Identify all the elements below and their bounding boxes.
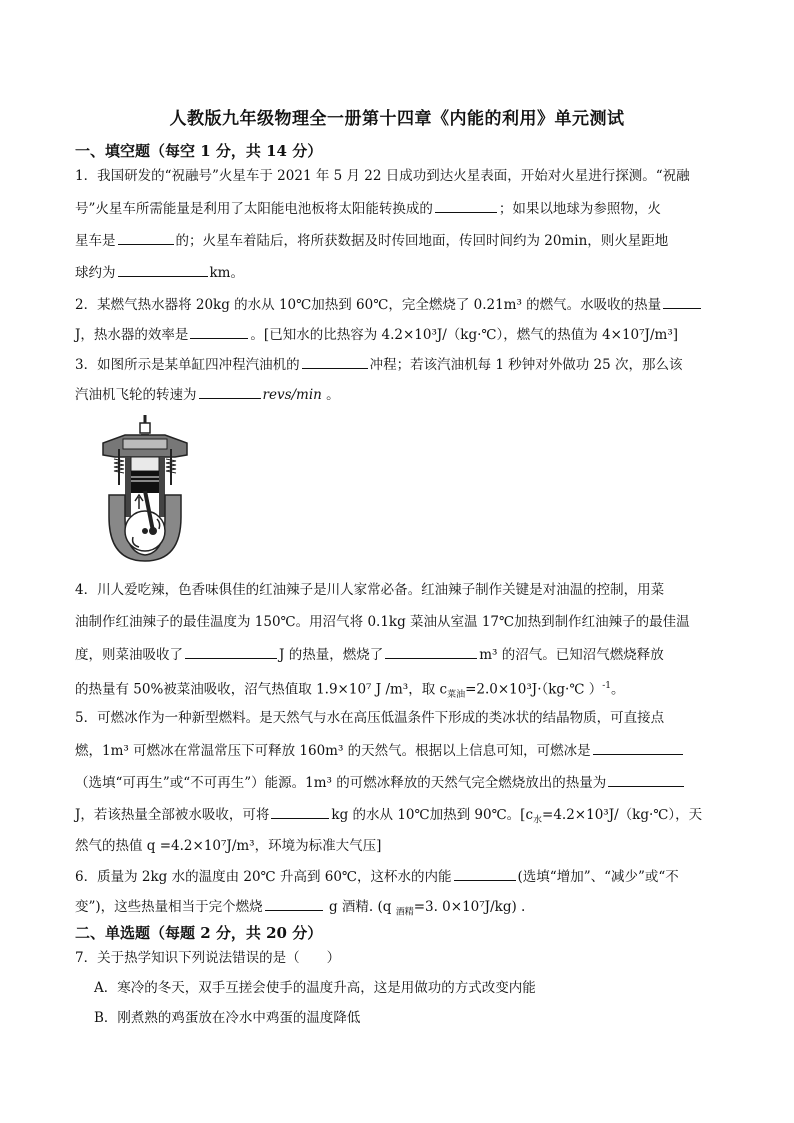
q7-option-a[interactable]: A．寒冷的冬天，双手互搓会使手的温度升高，这是用做功的方式改变内能 <box>94 980 536 996</box>
q4-text-3b: J 的热量，燃烧了 <box>279 647 384 663</box>
q6-blank-2[interactable] <box>265 896 323 911</box>
q4-blank-2[interactable] <box>385 644 477 659</box>
q4-text-3a: 度，则菜油吸收了 <box>75 647 183 663</box>
q1-blank-1[interactable] <box>435 198 497 213</box>
q1-line-1: 1．我国研发的“祝融号”火星车于 2021 年 5 月 22 日成功到达火星表面，开始对火星进行探测。“祝融 <box>75 168 690 184</box>
q4-text-4a: 的热量有 50%被菜油吸收，沼气热值取 1.9×10⁷ J /m³，取 c <box>75 681 448 698</box>
q6-blank-1[interactable] <box>454 866 516 881</box>
q4-line-3 <box>75 644 719 665</box>
q3-text-1b: 冲程；若该汽油机每 1 秒钟对外做功 25 次，那么该 <box>369 357 683 373</box>
q5-line-2 <box>75 740 719 761</box>
q5-text-4c: =4.2×10³J/（kg·℃），天 <box>542 807 703 823</box>
q3-blank-2[interactable] <box>199 384 261 399</box>
q6-sub: 酒精 <box>395 907 414 918</box>
q3-blank-1[interactable] <box>302 354 368 369</box>
q4-sub: 菜油 <box>447 690 466 701</box>
q1-text-3b: 的；火星车着陆后，将所获数据及时传回地面，传回时间约为 20min，则火星距地 <box>175 233 669 249</box>
q2-text-1a: 2．某燃气热水器将 20kg 的水从 10℃加热到 60℃，完全燃烧了 0.21m³ 的燃气。水吸收的热量 <box>75 297 662 313</box>
q6-text-2c: =3. 0×10⁷J/kg) . <box>413 899 526 915</box>
q1-text-3a: 星车是 <box>75 233 116 249</box>
q1-text-4a: 球约为 <box>75 265 116 281</box>
q5-line-1: 5．可燃冰作为一种新型燃料。是天然气与水在高压低温条件下形成的类冰状的结晶物质，可直接点 <box>75 710 665 726</box>
four-stroke-engine-figure <box>95 413 195 563</box>
q3-line-1 <box>75 354 719 375</box>
q4-text-3c: m³ 的沼气。已知沼气燃烧释放 <box>479 647 664 663</box>
q1-text-2a: 号”火星车所需能量是利用了太阳能电池板将太阳能转换成的 <box>75 201 433 217</box>
q6-text-1b: (选填“增加”、“减少”或“不 <box>517 869 679 885</box>
q2-blank-2[interactable] <box>190 324 248 339</box>
q6-line-1 <box>75 866 719 887</box>
q1-line-4 <box>75 262 719 283</box>
q1-text-2b: ；如果以地球为参照物，火 <box>498 201 661 217</box>
q5-text-4b: kg 的水从 10℃加热到 90℃。[c <box>331 807 534 823</box>
q5-text-3a: （选填“可再生”或“不可再生”）能源。1m³ 的可燃冰释放的天然气完全燃烧放出的热量为 <box>75 775 607 791</box>
q6-text-2a: 变”)，这些热量相当于完个燃烧 <box>75 899 263 915</box>
q5-line-3 <box>75 772 719 793</box>
q3-unit: revs/min <box>262 387 322 403</box>
q6-text-2b: g 酒精. (q <box>324 899 396 915</box>
q3-text-2c: 。 <box>321 387 340 403</box>
q6-line-2 <box>75 896 719 923</box>
q5-line-4 <box>75 804 719 831</box>
q3-line-2 <box>75 384 719 405</box>
q6-text-1a: 6．质量为 2kg 水的温度由 20℃ 升高到 60℃，这杯水的内能 <box>75 869 452 885</box>
q3-text-1a: 3．如图所示是某单缸四冲程汽油机的 <box>75 357 300 373</box>
q2-text-2b: 。[已知水的比热容为 4.2×10³J/（kg·℃），燃气的热值为 4×10⁷J/m³] <box>250 327 678 343</box>
q5-sub: 水 <box>533 815 543 826</box>
q2-line-1 <box>75 294 719 315</box>
q4-text-4b: =2.0×10³J·（kg·℃ ） <box>465 681 603 698</box>
q5-blank-1[interactable] <box>593 740 683 755</box>
q4-line-2: 油制作红油辣子的最佳温度为 150℃。用沼气将 0.1kg 菜油从室温 17℃加热到制作红油辣子的最佳温 <box>75 614 690 630</box>
q5-blank-2[interactable] <box>608 772 684 787</box>
q4-line-1: 4．川人爱吃辣，色香味俱佳的红油辣子是川人家常必备。红油辣子制作关键是对油温的控制，用菜 <box>75 582 665 598</box>
q7-stem: 7．关于热学知识下列说法错误的是（ ） <box>75 950 341 966</box>
q4-line-4 <box>75 676 719 705</box>
q1-blank-3[interactable] <box>118 262 208 277</box>
q3-text-2a: 汽油机飞轮的转速为 <box>75 387 197 403</box>
q2-line-2 <box>75 324 719 345</box>
q4-text-4c: 。 <box>611 681 625 698</box>
q2-blank-1[interactable] <box>663 294 701 309</box>
section-fill-in-blank-heading: 一、填空题（每空 1 分，共 14 分） <box>75 142 323 160</box>
q4-sup: -1 <box>602 681 612 691</box>
q5-blank-3[interactable] <box>271 804 329 819</box>
section-single-choice-heading: 二、单选题（每题 2 分，共 20 分） <box>75 924 323 942</box>
q5-line-5: 然气的热值 q =4.2×10⁷J/m³，环境为标准大气压] <box>75 838 382 854</box>
q1-line-2 <box>75 198 719 219</box>
q5-text-4a: J，若该热量全部被水吸收，可将 <box>75 807 270 823</box>
q5-text-2a: 燃，1m³ 可燃冰在常温常压下可释放 160m³ 的天然气。根据以上信息可知，可燃冰是 <box>75 743 591 759</box>
q1-text-4b: km。 <box>209 265 244 281</box>
q1-line-3 <box>75 230 719 251</box>
q2-text-2a: J，热水器的效率是 <box>75 327 189 343</box>
q1-blank-2[interactable] <box>118 230 174 245</box>
q4-blank-1[interactable] <box>185 644 277 659</box>
page-title: 人教版九年级物理全一册第十四章《内能的利用》单元测试 <box>169 109 625 129</box>
q7-option-b[interactable]: B．刚煮熟的鸡蛋放在冷水中鸡蛋的温度降低 <box>94 1010 361 1026</box>
